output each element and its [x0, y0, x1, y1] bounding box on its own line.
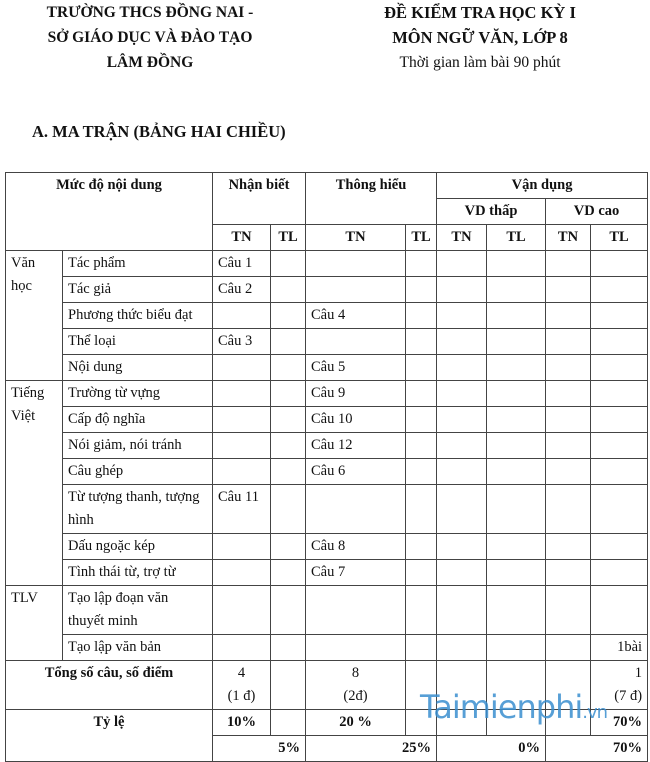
content-label: Tác phẩm [63, 251, 213, 277]
total-cell [213, 661, 271, 710]
question-cell [213, 355, 271, 381]
question-cell [406, 303, 437, 329]
question-cell [487, 251, 546, 277]
question-cell [546, 635, 591, 661]
content-label: Tạo lập đoạn văn thuyết minh [63, 586, 213, 635]
content-label: Thể loại [63, 329, 213, 355]
total-value: (7 đ) [614, 688, 643, 704]
question-cell [271, 355, 306, 381]
question-cell: Câu 11 [213, 485, 271, 534]
table-row [6, 407, 648, 433]
question-cell [437, 485, 487, 534]
table-row [6, 534, 648, 560]
content-label: Tạo lập văn bản [63, 635, 213, 661]
header-thong-hieu: Thông hiểu [306, 173, 437, 225]
question-cell [271, 560, 306, 586]
content-label: Cấp độ nghĩa [63, 407, 213, 433]
question-cell [406, 635, 437, 661]
question-cell: Câu 10 [306, 407, 406, 433]
question-cell [591, 534, 648, 560]
question-cell [271, 329, 306, 355]
group-label: Văn học [6, 251, 63, 381]
question-cell [437, 534, 487, 560]
question-cell [591, 485, 648, 534]
question-cell [487, 355, 546, 381]
question-cell [213, 586, 271, 635]
question-cell [213, 433, 271, 459]
question-cell [546, 251, 591, 277]
question-cell: Câu 7 [306, 560, 406, 586]
question-cell [487, 407, 546, 433]
total-value: (2đ) [343, 688, 368, 704]
question-cell [487, 560, 546, 586]
table-row [6, 355, 648, 381]
question-cell [213, 459, 271, 485]
section-title: A. MA TRẬN (BẢNG HAI CHIỀU) [32, 122, 286, 141]
question-cell [546, 560, 591, 586]
total-value [276, 662, 300, 685]
question-cell [591, 277, 648, 303]
question-cell [546, 586, 591, 635]
table-row [6, 459, 648, 485]
question-cell [406, 586, 437, 635]
question-cell [271, 277, 306, 303]
question-cell [406, 329, 437, 355]
question-cell: Câu 4 [306, 303, 406, 329]
question-cell [591, 303, 648, 329]
question-cell [487, 534, 546, 560]
question-cell [406, 459, 437, 485]
header-vd-cao: VD cao [546, 199, 648, 225]
ratio-total-cell: 70% [546, 736, 648, 762]
question-cell [546, 433, 591, 459]
question-cell [271, 586, 306, 635]
content-label: Câu ghép [63, 459, 213, 485]
subheader-tl: TL [406, 225, 437, 251]
header-nhan-biet: Nhận biết [213, 173, 306, 225]
ratio-total-cell: 25% [306, 736, 437, 762]
total-value [411, 662, 431, 685]
question-cell [591, 251, 648, 277]
question-cell [591, 433, 648, 459]
question-cell: Câu 12 [306, 433, 406, 459]
content-label: Nội dung [63, 355, 213, 381]
question-cell [487, 459, 546, 485]
question-cell [546, 534, 591, 560]
question-cell [271, 433, 306, 459]
question-cell [546, 277, 591, 303]
table-row [6, 251, 648, 277]
question-cell [213, 534, 271, 560]
question-cell [546, 381, 591, 407]
question-cell [406, 560, 437, 586]
content-label: Dấu ngoặc kép [63, 534, 213, 560]
question-cell [271, 459, 306, 485]
exam-subject: MÔN NGỮ VĂN, LỚP 8 [392, 28, 568, 47]
exam-title: ĐỀ KIỂM TRA HỌC KỲ I [384, 3, 576, 22]
total-cell [271, 661, 306, 710]
question-cell [437, 433, 487, 459]
question-cell [271, 381, 306, 407]
ratio-label: Tỷ lệ [6, 710, 213, 762]
question-cell [406, 277, 437, 303]
question-cell [306, 277, 406, 303]
question-cell [271, 534, 306, 560]
header-van-dung: Vận dụng [437, 173, 648, 199]
exam-header [330, 0, 630, 75]
total-value [442, 662, 481, 685]
content-label: Tình thái từ, trợ từ [63, 560, 213, 586]
question-cell [406, 433, 437, 459]
question-cell [437, 459, 487, 485]
group-label: Tiếng Việt [6, 381, 63, 586]
question-cell [406, 485, 437, 534]
total-value: 1 [634, 665, 643, 681]
table-row [6, 635, 648, 661]
question-cell [306, 586, 406, 635]
question-cell [546, 303, 591, 329]
total-value [551, 662, 585, 685]
question-cell [487, 586, 546, 635]
content-label: Phương thức biểu đạt [63, 303, 213, 329]
school-name: TRƯỜNG THCS ĐỒNG NAI - [46, 4, 254, 21]
question-cell [406, 534, 437, 560]
school-header [0, 0, 300, 75]
ratio-total-cell: 5% [213, 736, 306, 762]
subheader-tl: TL [271, 225, 306, 251]
question-cell [437, 407, 487, 433]
question-cell [591, 329, 648, 355]
question-cell [591, 381, 648, 407]
question-cell: 1bài [591, 635, 648, 661]
table-row [6, 381, 648, 407]
question-cell: Câu 1 [213, 251, 271, 277]
question-cell [437, 586, 487, 635]
ratio-cell: 10% [213, 710, 271, 736]
question-cell: Câu 6 [306, 459, 406, 485]
question-cell [487, 485, 546, 534]
subheader-tn: TN [546, 225, 591, 251]
question-cell [406, 251, 437, 277]
subheader-tn: TN [437, 225, 487, 251]
ratio-cell: 20 % [306, 710, 406, 736]
question-cell [406, 381, 437, 407]
question-cell [437, 635, 487, 661]
question-cell [437, 303, 487, 329]
question-cell [437, 329, 487, 355]
question-cell [213, 407, 271, 433]
ratio-cell [271, 710, 306, 736]
question-cell [437, 381, 487, 407]
table-row [6, 303, 648, 329]
subheader-tl: TL [591, 225, 648, 251]
question-cell: Câu 9 [306, 381, 406, 407]
exam-time: Thời gian làm bài 90 phút [399, 54, 561, 71]
question-cell [487, 277, 546, 303]
header-content: Mức độ nội dung [6, 173, 213, 251]
ratio-total-cell: 0% [437, 736, 546, 762]
question-cell [271, 485, 306, 534]
total-value: 8 [351, 665, 360, 681]
table-row [6, 560, 648, 586]
question-cell [437, 251, 487, 277]
question-cell [437, 355, 487, 381]
question-cell: Câu 5 [306, 355, 406, 381]
question-cell [546, 329, 591, 355]
question-cell [306, 485, 406, 534]
question-cell [213, 560, 271, 586]
question-cell: Câu 3 [213, 329, 271, 355]
question-cell [271, 251, 306, 277]
question-cell [306, 329, 406, 355]
total-value [276, 685, 300, 708]
question-cell [306, 635, 406, 661]
question-cell [546, 407, 591, 433]
question-cell [406, 407, 437, 433]
question-cell: Câu 8 [306, 534, 406, 560]
question-cell [487, 381, 546, 407]
group-label: TLV [6, 586, 63, 661]
total-value [492, 662, 540, 685]
table-row [6, 586, 648, 635]
question-cell [591, 560, 648, 586]
question-cell [306, 251, 406, 277]
question-cell: Câu 2 [213, 277, 271, 303]
province-name: LÂM ĐỒNG [106, 54, 194, 71]
content-label: Trường từ vựng [63, 381, 213, 407]
question-cell [213, 303, 271, 329]
total-value: (1 đ) [227, 688, 256, 704]
content-label: Tác giả [63, 277, 213, 303]
question-cell [546, 485, 591, 534]
content-label: Nói giảm, nói tránh [63, 433, 213, 459]
question-cell [271, 635, 306, 661]
question-cell [213, 381, 271, 407]
total-label: Tổng số câu, số điểm [6, 661, 213, 710]
question-cell [271, 303, 306, 329]
department-name: SỞ GIÁO DỤC VÀ ĐÀO TẠO [47, 29, 253, 46]
question-cell [591, 586, 648, 635]
table-row [6, 433, 648, 459]
matrix-table [5, 172, 648, 762]
table-row [6, 329, 648, 355]
question-cell [487, 635, 546, 661]
question-cell [487, 303, 546, 329]
question-cell [271, 407, 306, 433]
total-value: 4 [237, 665, 246, 681]
question-cell [437, 560, 487, 586]
question-cell [487, 329, 546, 355]
ratio-cell: 70% [591, 710, 648, 736]
table-row [6, 277, 648, 303]
question-cell [546, 459, 591, 485]
question-cell [437, 277, 487, 303]
question-cell [487, 433, 546, 459]
header-vd-thap: VD thấp [437, 199, 546, 225]
total-cell [306, 661, 406, 710]
table-row [6, 485, 648, 534]
question-cell [213, 635, 271, 661]
watermark-logo: Taimienphi.vn [420, 688, 608, 726]
content-label: Từ tượng thanh, tượng hình [63, 485, 213, 534]
question-cell [546, 355, 591, 381]
subheader-tn: TN [306, 225, 406, 251]
subheader-tn: TN [213, 225, 271, 251]
subheader-tl: TL [487, 225, 546, 251]
question-cell [591, 407, 648, 433]
question-cell [591, 459, 648, 485]
question-cell [591, 355, 648, 381]
question-cell [406, 355, 437, 381]
